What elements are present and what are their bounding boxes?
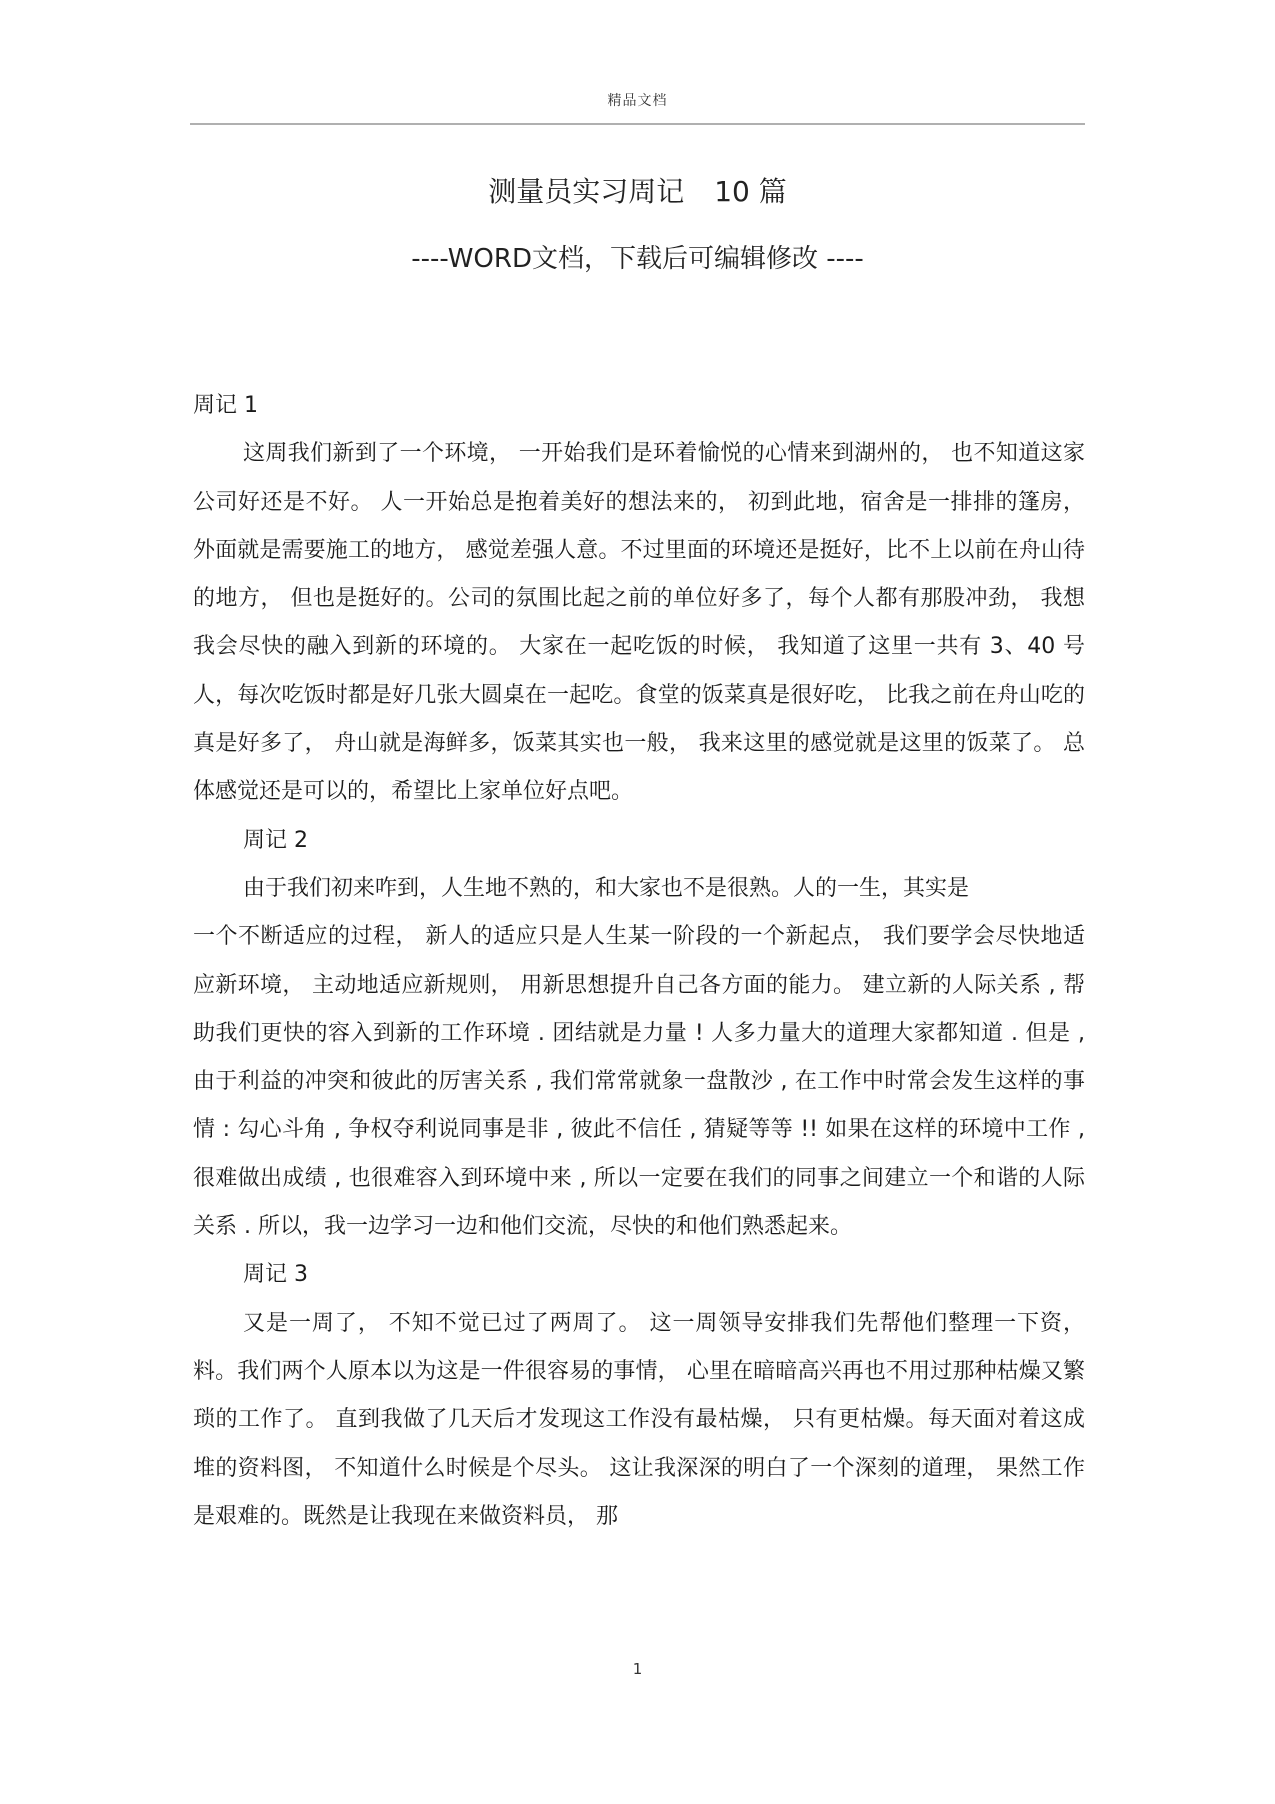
section-2-paragraph-1: 由于我们初来咋到，人生地不熟的，和大家也不是很熟。人的一生，其实是 — [243, 875, 970, 901]
document-subtitle: ----WORD文档，下载后可编辑修改 ---- — [411, 244, 864, 274]
header-divider — [190, 123, 1085, 125]
document-title-text: 测量员实习周记 — [488, 175, 685, 208]
section-heading-1: 周记 1 — [193, 393, 258, 418]
section-heading-2: 周记 2 — [243, 827, 308, 853]
section-3-paragraph: 又是一周了， 不知不觉已过了两周了。 这一周领导安排我们先帮他们整理一下资，料。我们两个人原本以为这是一件很容易的事情， 心里在暗暗高兴再也不用过那种枯燥又繁琐的工作了。 直到我做了几天后才发现这工作没有最枯燥， 只有更枯燥。每天面对着这成堆的资料图， 不知道什么时候是个尽头。 这让我深深的明白了一个深刻的道理， 果然工作是艰难的。既然是让我现在来做资料员， 那 — [193, 1310, 1085, 1529]
section-heading-3: 周记 3 — [243, 1262, 308, 1288]
section-1-paragraph: 这周我们新到了一个环境， 一开始我们是环着愉悦的心情来到湖州的， 也不知道这家公司好还是不好。 人一开始总是抱着美好的想法来的， 初到此地，宿舍是一排排的篷房， 外面就是需要施工的地方， 感觉差强人意。不过里面的环境还是挺好，比不上以前在舟山待的地方， 但也是挺好的。公司的氛围比起之前的单位好多了，每个人都有那股冲劲， 我想我会尽快的融入到新的环境的。 大家在一起吃饭的时候， 我知道了这里一共有 3、40 号人，每次吃饭时都是好几张大圆桌在一起吃。食堂的饭菜真是很好吃， 比我之前在舟山吃的真是好多了， 舟山就是海鲜多，饭菜其实也一般， 我来这里的感觉就是这里的饭菜了。 总体感觉还是可以的，希望比上家单位好点吧。 — [193, 441, 1085, 805]
document-title — [0, 170, 1275, 210]
page-number: 1 — [632, 1660, 643, 1678]
section-2-paragraph-2: 一个不断适应的过程， 新人的适应只是人生某一阶段的一个新起点， 我们要学会尽快地适应新环境， 主动地适应新规则， 用新思想提升自己各方面的能力。 建立新的人际关系 , 帮助我们更快的容入到新的工作环境 . 团结就是力量 ! 人多力量大的道理大家都知道 . 但是 , 由于利益的冲突和彼此的厉害关系 , 我们常常就象一盘散沙 , 在工作中时常会发生这样的事情 : 勾心斗角 , 争权夺利说同事是非 , 彼此不信任 , 猜疑等等 !! 如果在这样的环境中工作 , 很难做出成绩 , 也很难容入到环境中来 , 所以一定要在我们的同事之间建立一个和谐的人际关系 . 所以，我一边学习一边和他们交流，尽快的和他们熟悉起来。 — [193, 924, 1085, 1240]
page-header-label: 精品文档 — [607, 93, 668, 109]
document-body — [193, 382, 1085, 1541]
document-title-count: 10 篇 — [714, 175, 787, 208]
